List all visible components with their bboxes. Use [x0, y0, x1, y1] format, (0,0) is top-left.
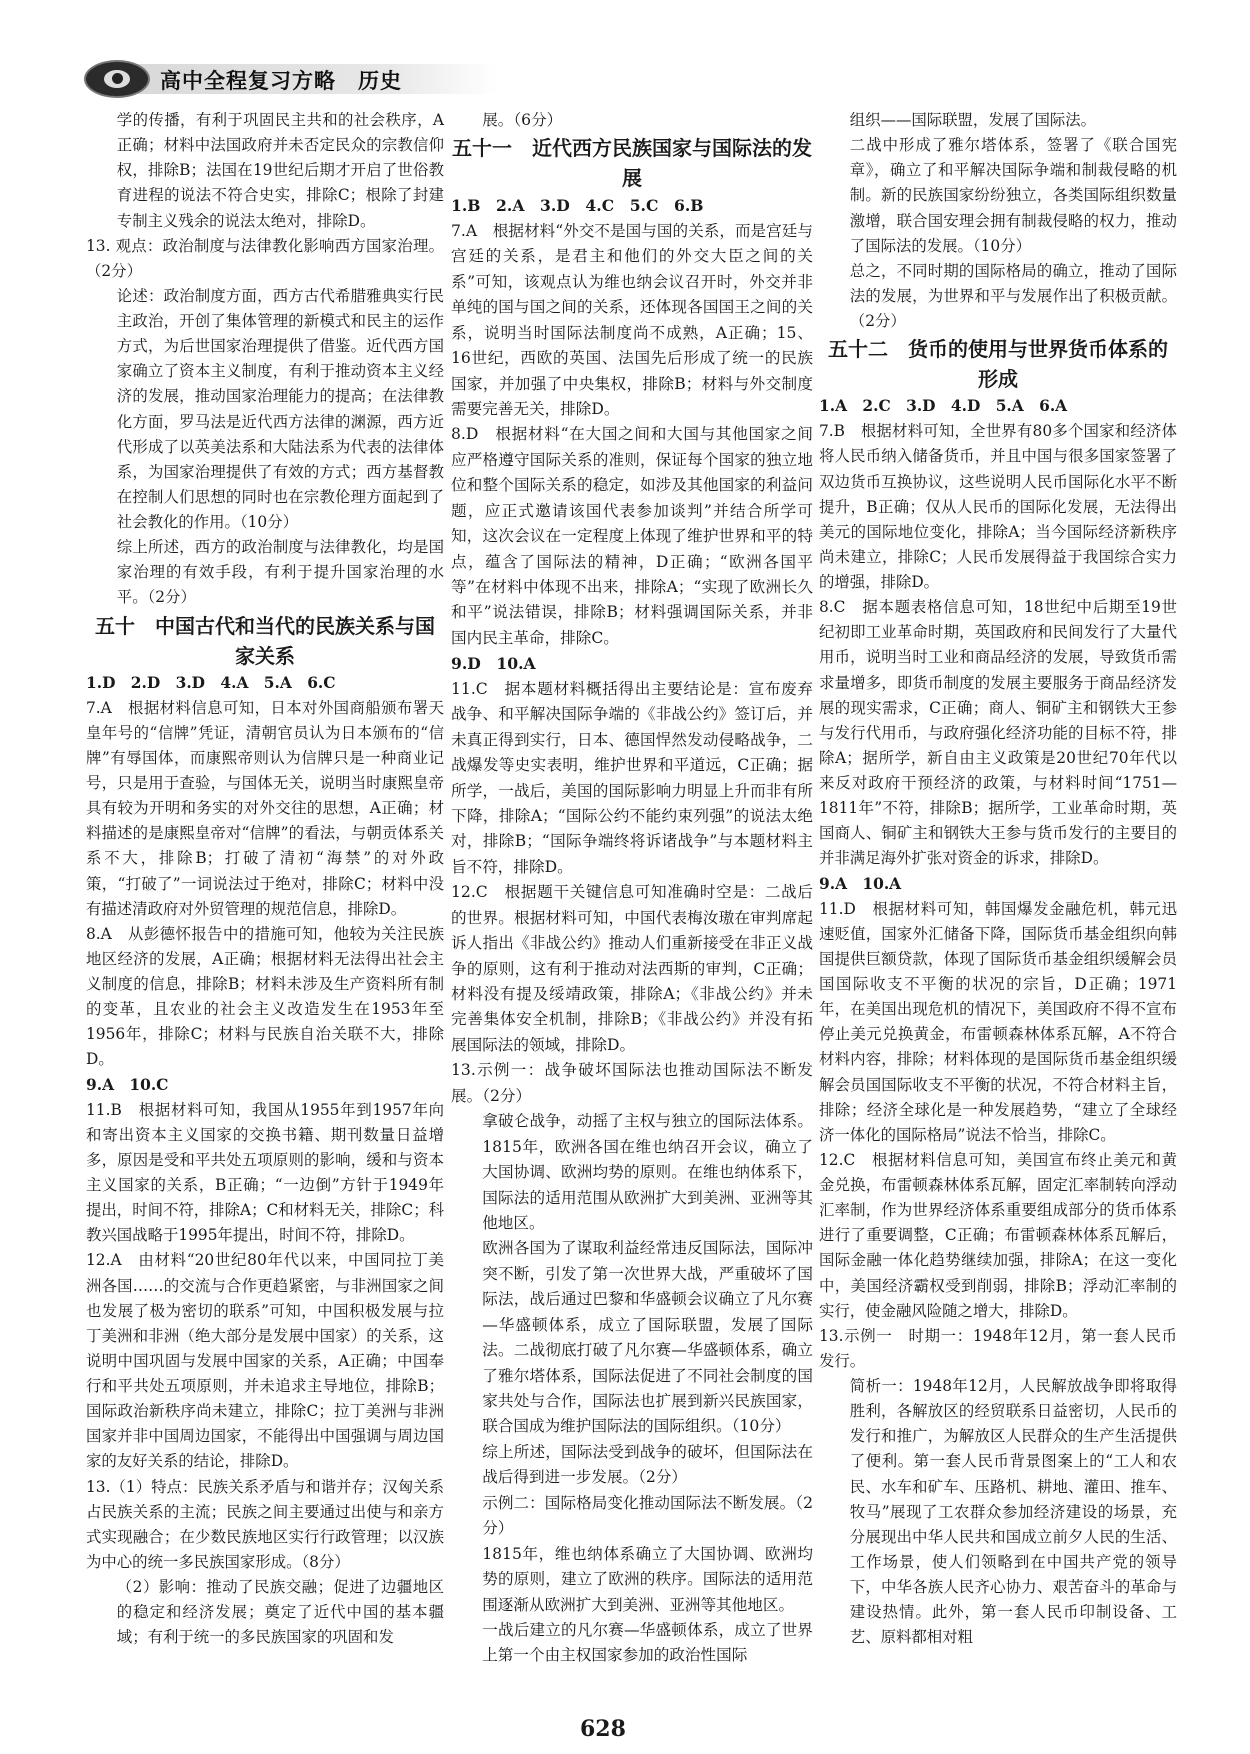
paragraph: 11.C 据本题材料概括得出主要结论是：宣布废弃战争、和平解决国际争端的《非战公约》签订后，并未真正得到实行，日本、德国悍然发动侵略战争，二战爆发等史实表明，维护世界和平道远，C正确；据所学，一战后，美国的国际影响力明显上升而非有所下降，排除A；“国际公约不能约束列强”的说法太绝对，排除B；“国际争端终将诉诸战争”与本题材料主旨不符，排除D。 — [451, 679, 813, 876]
paragraph: 拿破仑战争，动摇了主权与独立的国际法体系。1815年，欧洲各国在维也纳召开会议，确立了大国协调、欧洲均势的原则。在维也纳体系下，国际法的适用范围从欧洲扩大到美洲、亚洲等其他地区。 — [482, 1112, 813, 1232]
paragraph: 二战中形成了雅尔塔体系，签署了《联合国宪章》，确立了和平解决国际争端和制裁侵略的机制。新的民族国家纷纷独立，各类国际组织数量激增，联合国安理会拥有制裁侵略的权力，推动了国际法的发展。（10分） — [849, 136, 1177, 255]
paragraph: 8.A 从彭德怀报告中的措施可知，他较为关注民族地区经济的发展，A正确；根据材料无法得出社会主义制度的信息，排除B；材料未涉及生产资料所有制的变革，且农业的社会主义改造发生在1953年至1956年，排除C；材料与民族自治关联不大，排除D。 — [86, 924, 444, 1069]
paragraph: 8.D 根据材料“在大国之间和大国与其他国家之间应严格遵守国际关系的准则，保证每个国家的独立地位和整个国际关系的稳定，如涉及其他国家的利益问题，应正式邀请该国代表参加谈判”并结合所学可知，这次会议在一定程度上体现了维护世界和平的特点，蕴含了国际法的精神，D正确；“欧洲各国平等”在材料中体现不出来，排除A；“实现了欧洲长久和平”说法错误，排除B；材料强调国际关系，并非国内民主革命，排除C。 — [451, 425, 813, 647]
paragraph: 学的传播，有利于巩固民主共和的社会秩序，A正确；材料中法国政府并未否定民众的宗教信仰权，排除B；法国在19世纪后期才开启了世俗教育进程的说法不符合史实，排除C；根除了封建专制主义残余的说法太绝对，排除D。 — [116, 111, 444, 230]
paragraph: 论述：政治制度方面，西方古代希腊雅典实行民主政治，开创了集体管理的新模式和民主的运作方式，为后世国家治理提供了借鉴。近代西方国家确立了资本主义制度，有利于推动资本主义经济的发展，推动国家治理能力的提高；在法律教化方面，罗马法是近代西方法律的渊源，西方近代形成了以英美法系和大陆法系为代表的法律体系，为国家治理提供了有效的方式；西方基督教在控制人们思想的同时也在宗教伦理方面起到了社会教化的作用。（10分） — [116, 286, 444, 531]
page-header — [78, 56, 498, 100]
answer-key-line: 1.D 2.D 3.D 4.A 5.A 6.C — [86, 673, 336, 692]
section-heading: 五十二 货币的使用与世界货币体系的形成 — [828, 337, 1168, 392]
paragraph: 1815年，维也纳体系确立了大国协调、欧洲均势的原则，建立了欧洲的秩序。国际法的适用范围逐渐从欧洲扩大到美洲、亚洲等其他地区。 — [482, 1544, 813, 1614]
paragraph: 总之，不同时期的国际格局的确立，推动了国际法的发展，为世界和平与发展作出了积极贡献。（2分） — [849, 261, 1177, 330]
paragraph: 7.B 根据材料可知，全世界有80多个国家和经济体将人民币纳入储备货币，并且中国与很多国家签署了双边货币互换协议，这些说明人民币国际化水平不断提升，B正确；仅从人民币的国际化发展，无法得出美元的国际地位变化，排除A；当今国际经济新秩序尚未建立，排除C；人民币发展得益于我国综合实力的增强，排除D。 — [819, 422, 1177, 591]
paragraph: 7.A 根据材料“外交不是国与国的关系，而是宫廷与宫廷的关系，是君主和他们的外交大臣之间的关系”可知，该观点认为维也纳会议召开时，外交并非单纯的国与国之间的关系，还体现各国国王之间的关系，说明当时国际法制度尚不成熟，A正确；15、16世纪，西欧的英国、法国先后形成了统一的民族国家，并加强了中央集权，排除B；材料与外交制度需要完善无关，排除D。 — [451, 221, 813, 418]
paragraph: 综上所述，西方的政治制度与法律教化，均是国家治理的有效手段，有利于提升国家治理的水平。（2分） — [116, 538, 444, 607]
paragraph: 12.C 根据材料信息可知，美国宣布终止美元和黄金兑换，布雷顿森林体系瓦解，固定汇率制转向浮动汇率制，作为世界经济体系重要组成部分的货币体系进行了重要调整，C正确；布雷顿森林体系瓦解后，国际金融一体化趋势继续加强，排除A；在这一变化中，美国经济霸权受到削弱，排除B；浮动汇率制的实行，使金融风险随之增大，排除D。 — [819, 1150, 1177, 1320]
paragraph: 13.示例一：战争破坏国际法也推动国际法不断发展。（2分） — [451, 1061, 813, 1105]
book-title: 高中全程复习方略 历史 — [160, 69, 402, 93]
eye-logo-icon — [84, 60, 150, 98]
paragraph: 一战后建立的凡尔赛—华盛顿体系，成立了世界上第一个由主权国家参加的政治性国际 — [482, 1620, 813, 1665]
paragraph: 13.（1）特点：民族关系矛盾与和谐并存；汉匈关系占民族关系的主流；民族之间主要通过出使与和亲方式实现融合；在少数民族地区实行行政管理；以汉族为中心的统一多民族国家形成。（8分） — [86, 1477, 444, 1571]
paragraph: 8.C 据本题表格信息可知，18世纪中后期至19世纪初即工业革命时期，英国政府和民间发行了大量代用币，说明当时工业和商品经济的发展，导致货币需求量增多，即货币制度的发展主要服务于商品经济发展的现实需求，C正确；商人、铜矿主和钢铁大王参与发行代用币，与政府强化经济功能的目标不符，排除A；据所学，新自由主义政策是20世纪70年代以来反对政府干预经济的政策，与材料时间“1751—1811年”不符，排除B；据所学，工业革命时期，英国商人、铜矿主和钢铁大王参与货币发行的主要目的并非满足海外扩张对资金的诉求，排除D。 — [819, 598, 1177, 868]
paragraph: 组织——国际联盟，发展了国际法。 — [849, 111, 1097, 129]
page-number: 628 — [580, 1716, 626, 1742]
paragraph: 综上所述，国际法受到战争的破坏，但国际法在战后得到进一步发展。（2分） — [482, 1442, 813, 1487]
answer-key-line: 1.A 2.C 3.D 4.D 5.A 6.A — [819, 397, 1068, 416]
paragraph: 欧洲各国为了谋取利益经常违反国际法，国际冲突不断，引发了第一次世界大战，严重破坏了国际法，战后通过巴黎和华盛顿会议确立了凡尔赛—华盛顿体系，成立了国际联盟，发展了国际法。二战彻底打破了凡尔赛—华盛顿体系，确立了雅尔塔体系，国际法促进了不同社会制度的国家共处与合作，国际法也扩展到新兴民族国家，联合国成为维护国际法的国际组织。（10分） — [482, 1239, 813, 1436]
paragraph: （2）影响：推动了民族交融；促进了边疆地区的稳定和经济发展；奠定了近代中国的基本疆域；有利于统一的多民族国家的巩固和发 — [116, 1578, 444, 1647]
answer-key-line: 9.A 10.A — [819, 874, 902, 893]
paragraph: 展。（6分） — [482, 111, 563, 129]
answer-key-line: 1.B 2.A 3.D 4.C 5.C 6.B — [451, 196, 704, 216]
column-left — [86, 108, 444, 1650]
paragraph: 12.C 根据题干关键信息可知准确时空是：二战后的世界。根据材料可知，中国代表梅汝璈在审判席起诉人指出《非战公约》推动人们重新接受在非正义战争的原则，这有利于推动对法西斯的审判，C正确；材料没有提及绥靖政策，排除A；《非战公约》并未完善集体安全机制，排除B；《非战公约》并没有拓展国际法的领域，排除D。 — [451, 883, 813, 1054]
column-right — [819, 108, 1177, 1650]
paragraph: 示例二：国际格局变化推动国际法不断发展。（2分） — [482, 1493, 813, 1538]
column-middle — [451, 108, 813, 1669]
answer-key-line: 9.A 10.C — [86, 1075, 169, 1094]
paragraph: 简析一：1948年12月，人民解放战争即将取得胜利，各解放区的经贸联系日益密切，人民币的发行和推广，为解放区人民群众的生产生活提供了便利。第一套人民币背景图案上的“工人和农民、水车和矿车、压路机、耕地、灌田、推车、牧马”展现了工农群众参加经济建设的场景，充分展现出中华人民共和国成立前夕人民的生活、工作场景，使人们领略到在中国共产党的领导下，中华各族人民齐心协力、艰苦奋斗的革命与建设热情。此外，第一套人民币印制设备、工艺、原料都相对粗 — [849, 1377, 1177, 1647]
paragraph: 13. 观点：政治制度与法律教化影响西方国家治理。（2分） — [86, 236, 444, 280]
paragraph: 11.B 根据材料可知，我国从1955年到1957年向和寄出资本主义国家的交换书籍、期刊数量日益增多，原因是受和平共处五项原则的影响，缓和与资本主义国家的关系，B正确；“一边倒”方针于1949年提出，时间不符，排除A；C和材料无关，排除C；科教兴国战略于1995年提出，时间不符，排除D。 — [86, 1100, 444, 1245]
section-heading: 五十一 近代西方民族国家与国际法的发展 — [452, 136, 812, 191]
section-heading: 五十 中国古代和当代的民族关系与国家关系 — [95, 613, 435, 668]
answer-key-line: 9.D 10.A — [451, 654, 536, 674]
paragraph: 7.A 根据材料信息可知，日本对外国商船颁布署天皇年号的“信牌”凭证，清朝官员认为日本颁布的“信牌”有辱国体，而康熙帝则认为信牌只是一种商业记号，只是用于查验，与国体无关，说明当时康熙皇帝具有较为开明和务实的对外交往的思想，A正确；材料描述的是康熙皇帝对“信牌”的看法，与朝贡体系关系不大，排除B；打破了清初“海禁”的对外政策，“打破了”一词说法过于绝对，排除C；材料中没有描述清政府对外贸管理的规范信息，排除D。 — [86, 698, 444, 918]
paragraph: 12.A 由材料“20世纪80年代以来，中国同拉丁美洲各国……的交流与合作更趋紧密，与非洲国家之间也发展了极为密切的联系”可知，中国积极发展与拉丁美洲和非洲（绝大部分是发展中国家）的关系，这说明中国巩固与发展中国家的关系，A正确；中国奉行和平共处五项原则，并未追求主导地位，排除B；国际政治新秩序尚未建立，排除C；拉丁美洲与非洲国家并非中国周边国家，不能得出中国强调与周边国家的友好关系的结论，排除D。 — [86, 1251, 444, 1471]
paragraph: 13.示例一 时期一：1948年12月，第一套人民币发行。 — [819, 1326, 1177, 1370]
paragraph: 11.D 根据材料可知，韩国爆发金融危机，韩元迅速贬值，国家外汇储备下降，国际货币基金组织向韩国提供巨额贷款，体现了国际货币基金组织缓解会员国国际收支不平衡的状况的宗旨，D正确；1971年，在美国出现危机的情况下，美国政府不得不宣布停止美元兑换黄金，布雷顿森林体系瓦解，A不符合材料内容，排除；材料体现的是国际货币基金组织缓解会员国国际收支不平衡的状况，不符合材料主旨，排除；经济全球化是一种发展趋势，“建立了全球经济一体化的国际格局”说法不恰当，排除C。 — [819, 899, 1177, 1144]
